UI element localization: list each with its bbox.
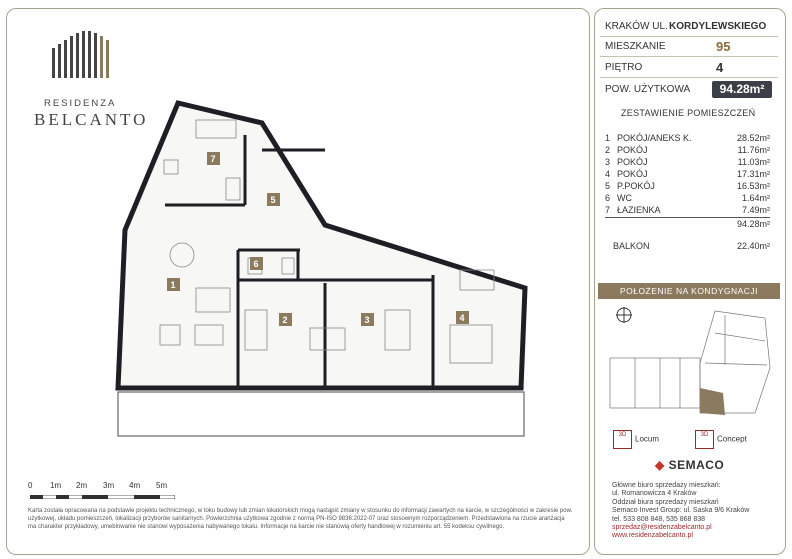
website-link[interactable]: www.residenzabelcanto.pl	[612, 532, 693, 540]
location-title: POŁOŻENIE NA KONDYGNACJI	[598, 283, 780, 299]
scale-label: 4m	[129, 481, 141, 490]
room-row	[605, 181, 770, 193]
scale-label: 0	[28, 481, 33, 490]
room-name: POKÓJ	[617, 145, 648, 155]
contact-info	[612, 482, 777, 541]
apartment-highlight	[700, 388, 725, 415]
room-label-4: 4	[459, 313, 465, 323]
room-number: 1	[605, 133, 611, 143]
room-area: 28.52m²	[736, 133, 770, 143]
room-name: POKÓJ/ANEKS K.	[617, 133, 692, 143]
area-label: POW. UŻYTKOWA	[605, 84, 691, 95]
room-row	[605, 205, 770, 217]
room-number: 5	[605, 181, 611, 191]
scale-label: 5m	[156, 481, 168, 490]
disclaimer-note: Karta została opracowana na podstawie projektu technicznego, w toku budowy lub zmian lokatorskich mogą nastąpić zmiany w stosunku do informacji zawartych na karcie, w szczególności w zakresie pow. użytkowej, układu pomieszczeń, lokalizacji przyborów sanitarnych. Powierzchnia użytkowa zgodnie z normą PN-ISO 9836:2022-07 oraz stosownym rozporządzeniem. Przedstawiona na rzucie aranżacja ma charakter przykładowy, umeblowanie nie stanowi wyposażenia nabywanego lokalu. Informacje na karcie nie stanowią oferty handlowej w rozumieniu art. 55 kodeksu cywilnego.	[28, 508, 573, 530]
concept-button[interactable]	[695, 430, 747, 449]
scale-graphic	[30, 495, 175, 499]
floor-label: PIĘTRO	[605, 62, 643, 73]
divider	[600, 36, 778, 37]
floor-location-map	[605, 303, 775, 418]
logo-small-text: RESIDENZA	[44, 98, 117, 109]
balcony-area: 22.40m²	[736, 241, 770, 251]
room-row	[605, 145, 770, 157]
room-name: POKÓJ	[617, 157, 648, 167]
street-name: KORDYLEWSKIEGO	[669, 21, 767, 32]
locum-button[interactable]	[613, 430, 659, 449]
semaco-mark-icon: ◆	[655, 458, 669, 472]
contact-line: ul. Romanowicza 4 Kraków	[612, 490, 697, 498]
room-number: 2	[605, 145, 611, 155]
room-area: 1.64m²	[741, 193, 770, 203]
room-label-7: 7	[210, 154, 216, 164]
logo-bars-icon	[52, 30, 132, 78]
3d-icon: 3D	[613, 430, 632, 449]
floor-number: 4	[716, 60, 724, 75]
floor-plan	[110, 100, 560, 445]
contact-line: Semaco Invest Group: ul. Saska 9/6 Kraków	[612, 507, 750, 515]
room-number: 3	[605, 157, 611, 167]
room-label-3: 3	[364, 315, 370, 325]
logo-big-text: BELCANTO	[34, 110, 149, 129]
scale-label: 3m	[103, 481, 115, 490]
room-row	[605, 193, 770, 205]
area-badge: 94.28m²	[712, 81, 772, 98]
room-name: POKÓJ	[617, 169, 648, 179]
locum-label: Locum	[635, 434, 660, 444]
concept-label: Concept	[717, 434, 747, 444]
room-label-5: 5	[270, 195, 276, 205]
contact-line: Główne biuro sprzedaży mieszkań:	[612, 482, 721, 489]
room-area: 11.03m²	[737, 157, 770, 167]
divider	[600, 77, 778, 78]
rooms-total-row	[605, 219, 770, 231]
room-number: 7	[605, 205, 611, 215]
city-label: KRAKÓW UL.	[605, 21, 668, 32]
room-area: 17.31m²	[736, 169, 770, 179]
contact-line: tel. 533 808 848, 535 868 838	[612, 515, 706, 523]
email-link[interactable]: sprzedaz@residenzabelcanto.pl	[612, 524, 712, 532]
room-area: 11.76m²	[737, 145, 770, 155]
divider	[600, 56, 778, 57]
balcony-label: BALKON	[613, 241, 650, 251]
room-name: P.POKÓJ	[617, 181, 655, 191]
3d-icon: 3D	[695, 430, 714, 449]
room-name: ŁAZIENKA	[617, 205, 661, 215]
semaco-logo	[655, 458, 724, 472]
rooms-total: 94.28m²	[736, 219, 770, 229]
room-row	[605, 169, 770, 181]
flat-number: 95	[716, 39, 731, 54]
balcony-row	[605, 241, 770, 253]
scale-label: 2m	[76, 481, 88, 490]
brand-name: SEMACO	[668, 458, 725, 472]
room-row	[605, 133, 770, 145]
scale-label: 1m	[50, 481, 62, 490]
flat-label: MIESZKANIE	[605, 41, 666, 52]
room-number: 6	[605, 193, 611, 203]
room-label-6: 6	[253, 259, 259, 269]
balcony-outline	[118, 392, 524, 436]
room-row	[605, 157, 770, 169]
room-label-1: 1	[170, 280, 176, 290]
contact-line: Oddział biura sprzedaży mieszkań	[612, 498, 719, 506]
room-area: 16.53m²	[736, 181, 770, 191]
rooms-title: ZESTAWIENIE POMIESZCZEŃ	[621, 108, 756, 118]
divider	[605, 217, 770, 218]
room-label-2: 2	[282, 315, 288, 325]
room-name: WC	[617, 193, 632, 203]
room-number: 4	[605, 169, 611, 179]
room-area: 7.49m²	[741, 205, 770, 215]
